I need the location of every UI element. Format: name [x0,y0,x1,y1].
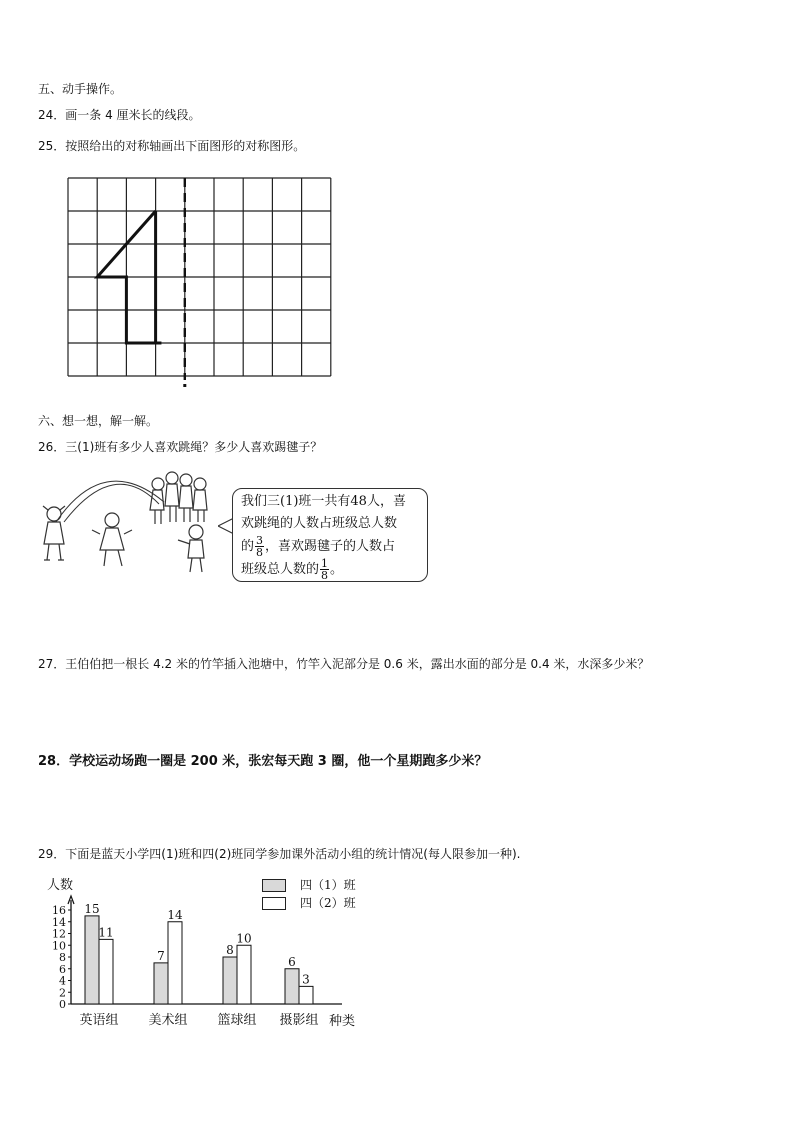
y-tick-label: 2 [59,986,66,1000]
question-25: 25．按照给出的对称轴画出下面图形的对称图形。 [38,139,306,153]
bar-value-label: 15 [84,901,100,916]
bubble-line-3-post: ，喜欢踢毽子的人数占 [265,539,396,554]
y-tick-label: 4 [59,974,66,988]
bubble-line-4 [241,558,421,581]
question-27: 27．王伯伯把一根长 4.2 米的竹竿插入池塘中，竹竿入泥部分是 0.6 米，露出水面的部分是 0.4 米，水深多少米？ [38,657,650,671]
y-tick-label: 16 [52,904,66,917]
symmetry-grid-figure [60,172,350,388]
section-five-title: 五、动手操作。 [38,82,123,96]
y-tick-label: 8 [59,951,66,964]
x-axis-label: 种类 [329,1014,356,1029]
bar-value-label: 14 [167,907,183,922]
bar-value-label: 11 [98,925,114,940]
y-tick-label: 6 [59,962,66,976]
question-28: 28．学校运动场跑一圈是 200 米，张宏每天跑 3 圈，他一个星期跑多少米？ [38,754,488,769]
fraction-denominator: 8 [256,546,264,559]
bar [154,963,168,1004]
category-label: 篮球组 [217,1013,257,1028]
legend-label-series-2: 四（2）班 [300,896,356,910]
bar [285,969,299,1004]
y-tick-label: 10 [52,939,66,953]
bar [99,939,113,1004]
category-label: 英语组 [79,1013,119,1028]
category-label: 美术组 [148,1013,188,1028]
question-29: 29．下面是蓝天小学四(1)班和四(2)班同学参加课外活动小组的统计情况(每人限参加一种). [38,847,521,861]
legend-label-series-1: 四（1）班 [300,878,356,892]
category-label: 摄影组 [279,1013,319,1028]
bar-value-label: 10 [236,931,252,946]
fraction-three-eighths [255,535,264,558]
fraction-numerator: 3 [256,534,264,547]
bar [299,986,313,1004]
fraction-numerator: 1 [321,557,329,570]
y-tick-label: 12 [52,927,66,941]
bar-value-label: 3 [302,972,310,987]
fraction-denominator: 8 [321,569,329,582]
bubble-line-3 [241,535,421,558]
bar [223,957,237,1004]
section-six-title: 六、想一想，解一解。 [38,414,159,428]
activity-group-bar-chart [30,862,370,1034]
y-tick-label: 14 [52,915,66,929]
y-axis-label: 人数 [47,878,74,893]
question-26: 26．三(1)班有多少人喜欢跳绳？多少人喜欢踢毽子？ [38,440,323,454]
bubble-line-2: 欢跳绳的人数占班级总人数 [241,516,398,531]
bubble-line-4-post: 。 [330,562,344,577]
question-24: 24．画一条 4 厘米长的线段。 [38,108,201,122]
bar-value-label: 7 [157,948,165,963]
fraction-one-eighth [320,558,329,581]
bar [168,922,182,1004]
bar [85,916,99,1004]
y-tick-label: 0 [59,998,66,1011]
children-jumping-rope-illustration [34,462,224,574]
symmetry-axis-end-mark [183,384,186,387]
bar [237,945,251,1004]
speech-bubble [232,488,428,582]
bar-value-label: 8 [226,943,234,957]
bubble-line-1: 我们三(1)班一共有48人，喜 [241,494,406,509]
bubble-line-4-pre: 班级总人数的 [241,562,320,577]
bubble-line-3-pre: 的 [241,539,255,554]
bar-value-label: 6 [288,954,296,969]
